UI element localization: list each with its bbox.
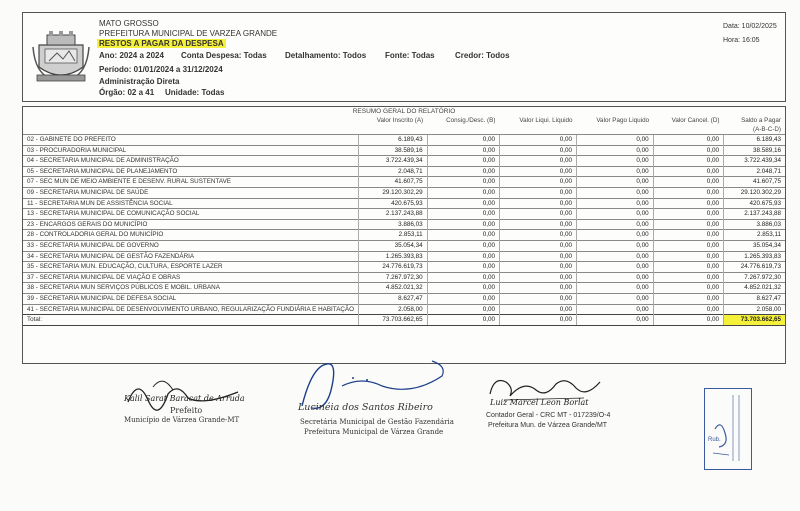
cancel-cell: 0,00	[653, 209, 723, 220]
pago-cell: 0,00	[576, 272, 653, 283]
org-name-cell: 04 - SECRETARIA MUNICIPAL DE ADMINISTRAÇÃO	[23, 156, 359, 167]
liqui-cell: 0,00	[499, 272, 576, 283]
inscrito-cell: 3.886,03	[359, 219, 428, 230]
saldo-cell: 420.675,93	[723, 198, 785, 209]
table-row	[23, 166, 785, 177]
saldo-cell: 38.589,16	[723, 145, 785, 156]
inscrito-cell: 35.054,34	[359, 240, 428, 251]
column-header: Saldo a Pagar	[741, 117, 781, 124]
cancel-cell: 0,00	[653, 145, 723, 156]
consig-cell: 0,00	[427, 219, 499, 230]
table-row	[23, 187, 785, 198]
saldo-cell: 7.267.972,30	[723, 272, 785, 283]
liqui-cell: 0,00	[499, 135, 576, 146]
saldo-cell: 29.120.302,29	[723, 187, 785, 198]
consig-cell: 0,00	[427, 177, 499, 188]
pago-cell: 0,00	[576, 293, 653, 304]
table-row	[23, 304, 785, 315]
report-time: Hora: 16:05	[723, 37, 760, 44]
pago-cell: 0,00	[576, 262, 653, 273]
administration-label: Administração Direta	[99, 77, 180, 86]
municipal-crest-icon	[31, 27, 91, 87]
org-name-cell: 11 - SECRETARIA MUN DE ASSISTÊNCIA SOCIAL	[23, 198, 359, 209]
liqui-cell: 0,00	[499, 240, 576, 251]
detail-filter: Detalhamento: Todos	[285, 51, 367, 60]
cancel-cell: 0,00	[653, 135, 723, 146]
saldo-formula: (A-B-C-D)	[753, 126, 781, 133]
report-title: RESTOS A PAGAR DA DESPESA	[99, 39, 224, 48]
consig-cell: 0,00	[427, 262, 499, 273]
pago-cell: 0,00	[576, 177, 653, 188]
consig-cell: 0,00	[427, 240, 499, 251]
total-row	[23, 315, 785, 326]
saldo-cell: 3.722.439,34	[723, 156, 785, 167]
table-subheader-row	[23, 125, 785, 135]
liqui-cell: 0,00	[499, 198, 576, 209]
table-header-row	[23, 116, 785, 125]
finance-role: Secretária Municipal de Gestão Fazendária	[300, 418, 454, 426]
consig-cell: 0,00	[427, 251, 499, 262]
inscrito-cell: 38.589,16	[359, 145, 428, 156]
cancel-cell: 0,00	[653, 262, 723, 273]
consig-cell: 0,00	[427, 283, 499, 294]
cancel-cell: 0,00	[653, 187, 723, 198]
liqui-cell: 0,00	[499, 187, 576, 198]
pago-cell: 0,00	[576, 166, 653, 177]
cancel-cell: 0,00	[653, 293, 723, 304]
saldo-cell: 41.607,75	[723, 177, 785, 188]
pago-cell: 0,00	[576, 230, 653, 241]
total-consig-cell: 0,00	[427, 315, 499, 326]
org-name-cell: 23 - ENCARGOS GERAIS DO MUNICÍPIO	[23, 219, 359, 230]
inscrito-cell: 24.776.619,73	[359, 262, 428, 273]
org-name-cell: 37 - SECRETARIA MUNICIPAL DE VIAÇÃO E OBRAS	[23, 272, 359, 283]
mayor-signature-name: Kalil Sarat Baracat de Arruda	[124, 394, 245, 403]
consig-cell: 0,00	[427, 272, 499, 283]
accountant-org: Prefeitura Mun. de Várzea Grande/MT	[488, 422, 608, 429]
table-row	[23, 293, 785, 304]
summary-title: RESUMO GERAL DO RELATÓRIO	[352, 108, 456, 115]
org-column-header	[23, 116, 359, 125]
summary-table	[23, 116, 785, 326]
cancel-cell: 0,00	[653, 230, 723, 241]
inscrito-cell: 2.048,71	[359, 166, 428, 177]
org-name-cell: 05 - SECRETARIA MUNICIPAL DE PLANEJAMENTO	[23, 166, 359, 177]
consig-cell: 0,00	[427, 166, 499, 177]
consig-cell: 0,00	[427, 304, 499, 315]
saldo-cell: 35.054,34	[723, 240, 785, 251]
inscrito-cell: 41.607,75	[359, 177, 428, 188]
table-row	[23, 272, 785, 283]
period-filter: Período: 01/01/2024 a 31/12/2024	[99, 65, 223, 74]
stamp-text: Rub.	[708, 437, 721, 443]
cancel-cell: 0,00	[653, 198, 723, 209]
total-label: Total:	[23, 315, 359, 326]
source-filter: Fonte: Todas	[385, 51, 435, 60]
inscrito-cell: 2.058,00	[359, 304, 428, 315]
consig-cell: 0,00	[427, 198, 499, 209]
saldo-cell: 4.852.021,32	[723, 283, 785, 294]
subheader-cell	[653, 125, 723, 135]
table-row	[23, 262, 785, 273]
protocol-stamp	[704, 388, 752, 470]
inscrito-cell: 3.722.439,34	[359, 156, 428, 167]
mayor-role: Prefeito	[170, 406, 203, 415]
stamp-marks-icon	[705, 389, 750, 468]
pago-cell: 0,00	[576, 209, 653, 220]
cancel-cell: 0,00	[653, 156, 723, 167]
table-row	[23, 198, 785, 209]
organ-filter: Órgão: 02 a 41	[99, 88, 155, 97]
org-name-cell: 07 - SEC MUN DE MEIO AMBIENTE E DESENV. RURAL SUSTENTAVE	[23, 177, 359, 188]
report-header	[22, 12, 786, 102]
liqui-cell: 0,00	[499, 145, 576, 156]
saldo-cell: 3.886,03	[723, 219, 785, 230]
saldo-cell: 6.189,43	[723, 135, 785, 146]
consig-cell: 0,00	[427, 209, 499, 220]
org-name-cell: 41 - SECRETARIA MUNICIPAL DE DESENVOLVIMENTO URBANO, REGULARIZAÇÃO FUNDIÁRIA E HABITAÇÃO	[23, 304, 359, 315]
subheader-cell	[23, 125, 359, 135]
org-name-cell: 38 - SECRETARIA MUN SERVIÇOS PÚBLICOS E MOBIL. URBANA	[23, 283, 359, 294]
inscrito-cell: 2.137.243,88	[359, 209, 428, 220]
subheader-cell	[427, 125, 499, 135]
table-row	[23, 219, 785, 230]
inscrito-cell: 6.189,43	[359, 135, 428, 146]
finance-signature-name: Lucinéia dos Santos Ribeiro	[298, 402, 433, 413]
pago-cell: 0,00	[576, 240, 653, 251]
unit-filter: Unidade: Todas	[165, 88, 225, 97]
liqui-cell: 0,00	[499, 166, 576, 177]
creditor-filter: Credor: Todos	[455, 51, 510, 60]
table-row	[23, 251, 785, 262]
table-row	[23, 283, 785, 294]
saldo-cell: 2.853,11	[723, 230, 785, 241]
consig-cell: 0,00	[427, 230, 499, 241]
subheader-cell	[359, 125, 428, 135]
pago-cell: 0,00	[576, 198, 653, 209]
consig-cell: 0,00	[427, 135, 499, 146]
column-header: Valor Pago Liquido	[596, 117, 650, 124]
total-saldo-cell: 73.703.662,65	[723, 315, 785, 326]
table-row	[23, 240, 785, 251]
cancel-cell: 0,00	[653, 177, 723, 188]
pago-cell: 0,00	[576, 145, 653, 156]
inscrito-cell: 7.267.972,30	[359, 272, 428, 283]
cancel-cell: 0,00	[653, 219, 723, 230]
prefecture-name: PREFEITURA MUNICIPAL DE VARZEA GRANDE	[99, 29, 278, 38]
org-name-cell: 33 - SECRETARIA MUNICIPAL DE GOVERNO	[23, 240, 359, 251]
table-body	[23, 135, 785, 326]
org-name-cell: 39 - SECRETARIA MUNICIPAL DE DEFESA SOCIAL	[23, 293, 359, 304]
liqui-cell: 0,00	[499, 262, 576, 273]
pago-cell: 0,00	[576, 187, 653, 198]
column-header: Valor Inscrito (A)	[376, 117, 424, 124]
total-inscrito-cell: 73.703.662,65	[359, 315, 428, 326]
account-filter: Conta Despesa: Todas	[181, 51, 267, 60]
saldo-cell: 8.627,47	[723, 293, 785, 304]
table-row	[23, 135, 785, 146]
consig-cell: 0,00	[427, 187, 499, 198]
saldo-cell: 2.137.243,88	[723, 209, 785, 220]
liqui-cell: 0,00	[499, 293, 576, 304]
consig-cell: 0,00	[427, 293, 499, 304]
inscrito-cell: 2.853,11	[359, 230, 428, 241]
pago-cell: 0,00	[576, 283, 653, 294]
column-header: Valor Liqui. Liquido	[519, 117, 573, 124]
inscrito-cell: 1.265.393,83	[359, 251, 428, 262]
pago-cell: 0,00	[576, 219, 653, 230]
cancel-cell: 0,00	[653, 283, 723, 294]
mayor-org: Município de Várzea Grande-MT	[124, 416, 240, 424]
inscrito-cell: 29.120.302,29	[359, 187, 428, 198]
subheader-cell	[576, 125, 653, 135]
pago-cell: 0,00	[576, 135, 653, 146]
org-name-cell: 13 - SECRETARIA MUNICIPAL DE COMUNICAÇÃO SOCIAL	[23, 209, 359, 220]
total-pago-cell: 0,00	[576, 315, 653, 326]
consig-cell: 0,00	[427, 156, 499, 167]
pago-cell: 0,00	[576, 156, 653, 167]
liqui-cell: 0,00	[499, 156, 576, 167]
cancel-cell: 0,00	[653, 304, 723, 315]
org-name-cell: 03 - PROCURADORIA MUNICIPAL	[23, 145, 359, 156]
liqui-cell: 0,00	[499, 177, 576, 188]
summary-table-box	[22, 106, 786, 364]
column-header: Consig./Desc. (B)	[446, 117, 496, 124]
table-row	[23, 209, 785, 220]
table-row	[23, 230, 785, 241]
inscrito-cell: 420.675,93	[359, 198, 428, 209]
liqui-cell: 0,00	[499, 219, 576, 230]
accountant-role: Contador Geral - CRC MT - 017239/O-4	[486, 412, 611, 419]
accountant-signature-name: Luiz Marcel Leon Borlat	[490, 398, 589, 407]
inscrito-cell: 8.627,47	[359, 293, 428, 304]
finance-org: Prefeitura Municipal de Várzea Grande	[304, 428, 444, 436]
liqui-cell: 0,00	[499, 230, 576, 241]
liqui-cell: 0,00	[499, 209, 576, 220]
total-liqui-cell: 0,00	[499, 315, 576, 326]
liqui-cell: 0,00	[499, 304, 576, 315]
total-cancel-cell: 0,00	[653, 315, 723, 326]
saldo-cell: 2.048,71	[723, 166, 785, 177]
table-row	[23, 145, 785, 156]
report-title-line	[97, 39, 226, 48]
table-row	[23, 156, 785, 167]
saldo-cell: 24.776.619,73	[723, 262, 785, 273]
state-name: MATO GROSSO	[99, 19, 159, 28]
saldo-cell: 2.058,00	[723, 304, 785, 315]
saldo-cell: 1.265.393,83	[723, 251, 785, 262]
liqui-cell: 0,00	[499, 251, 576, 262]
inscrito-cell: 4.852.021,32	[359, 283, 428, 294]
subheader-cell	[499, 125, 576, 135]
org-name-cell: 02 - GABINETE DO PREFEITO	[23, 135, 359, 146]
org-name-cell: 28 - CONTROLADORIA GERAL DO MUNICÍPIO	[23, 230, 359, 241]
org-name-cell: 09 - SECRETARIA MUNICIPAL DE SAÚDE	[23, 187, 359, 198]
report-date: Data: 10/02/2025	[723, 23, 777, 30]
cancel-cell: 0,00	[653, 251, 723, 262]
year-filter: Ano: 2024 a 2024	[99, 51, 164, 60]
liqui-cell: 0,00	[499, 283, 576, 294]
pago-cell: 0,00	[576, 304, 653, 315]
table-row	[23, 177, 785, 188]
cancel-cell: 0,00	[653, 166, 723, 177]
org-name-cell: 35 - SECRETARIA MUN. EDUCAÇÃO, CULTURA, ESPORTE LAZER	[23, 262, 359, 273]
column-header: Valor Cancel. (D)	[671, 117, 720, 124]
pago-cell: 0,00	[576, 251, 653, 262]
consig-cell: 0,00	[427, 145, 499, 156]
cancel-cell: 0,00	[653, 272, 723, 283]
cancel-cell: 0,00	[653, 240, 723, 251]
org-name-cell: 34 - SECRETARIA MUNICIPAL DE GESTÃO FAZENDÁRIA	[23, 251, 359, 262]
